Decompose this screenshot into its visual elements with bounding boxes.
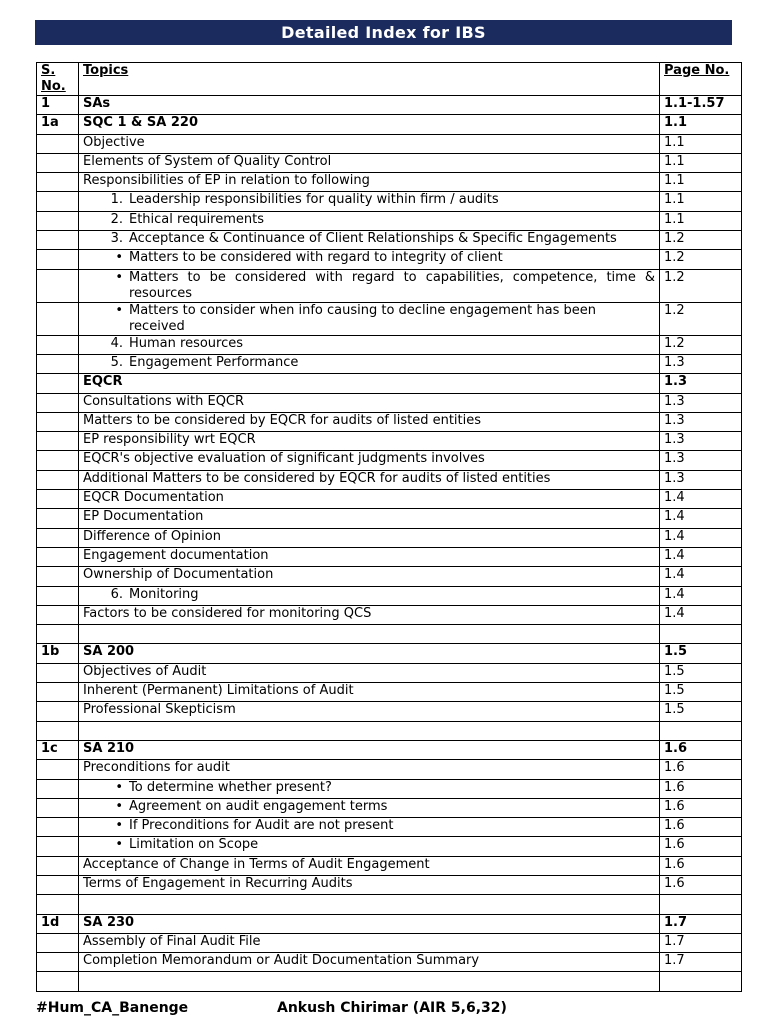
table-row [37, 374, 742, 393]
sno-cell [37, 663, 79, 682]
sno-cell [37, 153, 79, 172]
topic-cell [79, 211, 660, 230]
header-sno: S. No. [37, 63, 79, 96]
table-row [37, 972, 742, 991]
page-cell: 1.1-1.57 [660, 96, 742, 115]
page-cell [660, 721, 742, 740]
page-cell: 1.3 [660, 393, 742, 412]
table-row [37, 567, 742, 586]
topic-cell: Consultations with EQCR [79, 393, 660, 412]
sno-cell [37, 192, 79, 211]
table-row [37, 740, 742, 759]
table-row [37, 895, 742, 914]
page-cell: 1.3 [660, 432, 742, 451]
table-row [37, 605, 742, 624]
topic-cell: Difference of Opinion [79, 528, 660, 547]
topic-cell [79, 895, 660, 914]
topic-text: Matters to consider when info causing to decline engagement has been received [129, 302, 596, 334]
page-cell: 1.1 [660, 173, 742, 192]
table-row [37, 625, 742, 644]
sno-cell [37, 302, 79, 335]
topic-cell [79, 335, 660, 354]
table-row [37, 490, 742, 509]
topic-text: Engagement Performance [129, 354, 299, 370]
sno-cell [37, 933, 79, 952]
topic-cell [79, 721, 660, 740]
table-row [37, 547, 742, 566]
page-cell: 1.1 [660, 134, 742, 153]
footer-author: Ankush Chirimar (AIR 5,6,32) [277, 1000, 507, 1016]
sno-cell [37, 702, 79, 721]
table-row [37, 663, 742, 682]
topic-cell: Additional Matters to be considered by EQCR for audits of listed entities [79, 470, 660, 489]
topic-cell: SAs [79, 96, 660, 115]
sno-cell [37, 953, 79, 972]
sno-cell [37, 470, 79, 489]
topic-cell: EP responsibility wrt EQCR [79, 432, 660, 451]
topic-cell: EQCR [79, 374, 660, 393]
table-row [37, 721, 742, 740]
sno-cell: 1c [37, 740, 79, 759]
header-page: Page No. [660, 63, 742, 96]
sno-cell: 1 [37, 96, 79, 115]
page-cell: 1.2 [660, 250, 742, 269]
index-body [37, 96, 742, 992]
table-row [37, 302, 742, 335]
table-row [37, 818, 742, 837]
page-cell: 1.2 [660, 302, 742, 335]
bullet-marker: • [115, 818, 123, 834]
page-cell: 1.2 [660, 335, 742, 354]
page-cell: 1.6 [660, 875, 742, 894]
table-row [37, 115, 742, 134]
topic-cell: Elements of System of Quality Control [79, 153, 660, 172]
sno-cell [37, 509, 79, 528]
topic-cell [79, 837, 660, 856]
table-row [37, 470, 742, 489]
sno-cell: 1b [37, 644, 79, 663]
page-cell: 1.1 [660, 153, 742, 172]
table-row [37, 231, 742, 250]
sno-cell: 1d [37, 914, 79, 933]
footer-hashtag: #Hum_CA_Banenge [36, 1000, 189, 1016]
sno-cell [37, 211, 79, 230]
page-cell: 1.6 [660, 779, 742, 798]
topic-text: Limitation on Scope [129, 837, 259, 853]
sno-cell: 1a [37, 115, 79, 134]
topic-text: Matters to be considered with regard to capabilities, competence, time & resources [129, 269, 655, 301]
topic-cell: Objectives of Audit [79, 663, 660, 682]
topic-text: Agreement on audit engagement terms [129, 798, 388, 814]
topic-text: Human resources [129, 335, 244, 351]
topic-cell: Acceptance of Change in Terms of Audit Engagement [79, 856, 660, 875]
sno-cell [37, 374, 79, 393]
page-cell: 1.4 [660, 528, 742, 547]
table-row [37, 875, 742, 894]
table-row [37, 192, 742, 211]
sno-cell [37, 760, 79, 779]
table-row [37, 354, 742, 373]
topic-cell: EP Documentation [79, 509, 660, 528]
topic-cell [79, 972, 660, 991]
topic-cell: Professional Skepticism [79, 702, 660, 721]
sno-cell [37, 528, 79, 547]
page-cell: 1.5 [660, 683, 742, 702]
sno-cell [37, 134, 79, 153]
topic-text: Leadership responsibilities for quality within firm / audits [129, 192, 499, 208]
bullet-marker: • [115, 798, 123, 814]
topic-cell [79, 586, 660, 605]
topic-cell: Inherent (Permanent) Limitations of Audit [79, 683, 660, 702]
list-number: 1. [110, 192, 123, 208]
table-row [37, 933, 742, 952]
page-cell: 1.7 [660, 933, 742, 952]
topic-cell: Factors to be considered for monitoring QCS [79, 605, 660, 624]
table-row [37, 644, 742, 663]
page-cell: 1.4 [660, 547, 742, 566]
topic-text: To determine whether present? [129, 779, 332, 795]
topic-text: If Preconditions for Audit are not present [129, 818, 394, 834]
table-row [37, 856, 742, 875]
sno-cell [37, 605, 79, 624]
table-row [37, 153, 742, 172]
topic-cell [79, 818, 660, 837]
sno-cell [37, 567, 79, 586]
table-row [37, 250, 742, 269]
page-cell: 1.6 [660, 837, 742, 856]
table-row [37, 953, 742, 972]
page-cell [660, 625, 742, 644]
topic-cell [79, 779, 660, 798]
sno-cell [37, 335, 79, 354]
page-cell: 1.4 [660, 509, 742, 528]
page-cell: 1.4 [660, 490, 742, 509]
topic-cell: Engagement documentation [79, 547, 660, 566]
sno-cell [37, 721, 79, 740]
sno-cell [37, 490, 79, 509]
page-cell: 1.3 [660, 374, 742, 393]
sno-cell [37, 432, 79, 451]
index-table [36, 62, 742, 992]
topic-cell: Ownership of Documentation [79, 567, 660, 586]
table-row [37, 837, 742, 856]
sno-cell [37, 798, 79, 817]
table-row [37, 96, 742, 115]
table-row [37, 412, 742, 431]
table-row [37, 509, 742, 528]
topic-cell: SA 210 [79, 740, 660, 759]
bullet-marker: • [115, 779, 123, 795]
table-row [37, 451, 742, 470]
sno-cell [37, 250, 79, 269]
table-row [37, 760, 742, 779]
table-row [37, 914, 742, 933]
topic-cell: Responsibilities of EP in relation to following [79, 173, 660, 192]
sno-cell [37, 231, 79, 250]
sno-cell [37, 837, 79, 856]
page-cell: 1.2 [660, 269, 742, 302]
page-cell: 1.6 [660, 798, 742, 817]
sno-cell [37, 779, 79, 798]
page-cell: 1.3 [660, 470, 742, 489]
page-cell: 1.7 [660, 914, 742, 933]
topic-cell [79, 250, 660, 269]
table-row [37, 393, 742, 412]
table-row [37, 798, 742, 817]
list-number: 6. [110, 586, 123, 602]
topic-cell [79, 354, 660, 373]
sno-cell [37, 972, 79, 991]
sno-cell [37, 547, 79, 566]
table-row [37, 134, 742, 153]
header-topics: Topics [79, 63, 660, 96]
bullet-marker: • [115, 837, 123, 853]
page-cell: 1.6 [660, 760, 742, 779]
topic-cell [79, 269, 660, 302]
list-number: 4. [110, 335, 123, 351]
page-cell: 1.1 [660, 211, 742, 230]
sno-cell [37, 625, 79, 644]
topic-text: Monitoring [129, 586, 199, 602]
page-cell: 1.7 [660, 953, 742, 972]
bullet-marker: • [115, 269, 123, 285]
topic-cell [79, 231, 660, 250]
table-header-row [37, 63, 742, 96]
sno-cell [37, 895, 79, 914]
list-number: 3. [110, 231, 123, 247]
topic-cell: EQCR Documentation [79, 490, 660, 509]
sno-cell [37, 818, 79, 837]
document-title: Detailed Index for IBS [35, 20, 732, 45]
table-row [37, 702, 742, 721]
topic-cell: Matters to be considered by EQCR for audits of listed entities [79, 412, 660, 431]
topic-text: Acceptance & Continuance of Client Relationships & Specific Engagements [129, 231, 617, 247]
sno-cell [37, 683, 79, 702]
page-cell: 1.5 [660, 663, 742, 682]
page-cell: 1.1 [660, 115, 742, 134]
topic-cell: Objective [79, 134, 660, 153]
table-row [37, 173, 742, 192]
topic-cell [79, 798, 660, 817]
page-cell: 1.3 [660, 451, 742, 470]
topic-cell: SA 200 [79, 644, 660, 663]
list-number: 2. [110, 211, 123, 227]
page-cell [660, 972, 742, 991]
page-cell: 1.6 [660, 818, 742, 837]
page-cell: 1.1 [660, 192, 742, 211]
table-row [37, 335, 742, 354]
sno-cell [37, 451, 79, 470]
table-row [37, 528, 742, 547]
topic-text: Matters to be considered with regard to integrity of client [129, 250, 503, 266]
page-cell: 1.2 [660, 231, 742, 250]
topic-cell: Assembly of Final Audit File [79, 933, 660, 952]
sno-cell [37, 856, 79, 875]
sno-cell [37, 173, 79, 192]
topic-cell [79, 302, 660, 335]
bullet-marker: • [115, 250, 123, 266]
page-cell: 1.4 [660, 567, 742, 586]
table-row [37, 211, 742, 230]
page-cell: 1.6 [660, 856, 742, 875]
list-number: 5. [110, 354, 123, 370]
sno-cell [37, 412, 79, 431]
sno-cell [37, 269, 79, 302]
table-row [37, 586, 742, 605]
sno-cell [37, 393, 79, 412]
topic-cell: Terms of Engagement in Recurring Audits [79, 875, 660, 894]
table-row [37, 269, 742, 302]
page-cell: 1.6 [660, 740, 742, 759]
page-cell: 1.3 [660, 412, 742, 431]
page-cell: 1.4 [660, 605, 742, 624]
table-row [37, 432, 742, 451]
topic-cell: SA 230 [79, 914, 660, 933]
topic-cell: Preconditions for audit [79, 760, 660, 779]
topic-cell [79, 625, 660, 644]
sno-cell [37, 875, 79, 894]
topic-text: Ethical requirements [129, 211, 265, 227]
page-cell [660, 895, 742, 914]
table-row [37, 779, 742, 798]
table-row [37, 683, 742, 702]
bullet-marker: • [115, 302, 123, 318]
page-cell: 1.5 [660, 644, 742, 663]
topic-cell: EQCR's objective evaluation of significant judgments involves [79, 451, 660, 470]
topic-cell: SQC 1 & SA 220 [79, 115, 660, 134]
topic-cell [79, 192, 660, 211]
page-cell: 1.5 [660, 702, 742, 721]
sno-cell [37, 354, 79, 373]
page-cell: 1.3 [660, 354, 742, 373]
topic-cell: Completion Memorandum or Audit Documentation Summary [79, 953, 660, 972]
page-cell: 1.4 [660, 586, 742, 605]
sno-cell [37, 586, 79, 605]
